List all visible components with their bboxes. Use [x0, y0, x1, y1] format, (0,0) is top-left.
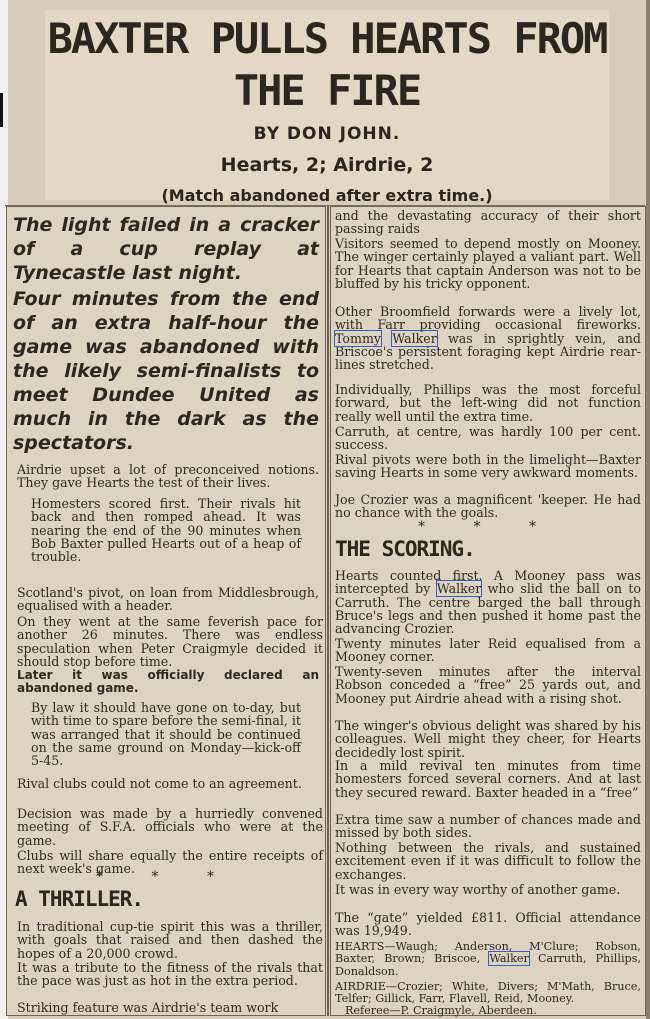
highlighted-name[interactable]: Walker	[489, 952, 529, 966]
paragraph: Striking feature was Airdrie's team work	[17, 1000, 279, 1015]
paragraph: Twenty minutes later Reid equalised from a Mooney corner.	[335, 636, 641, 665]
paragraph: In a mild revival ten minutes from time homesters forced several corners. And at last they secured reward. Baxter headed in a “free”	[335, 758, 641, 800]
paragraph: Extra time saw a number of chances made and missed by both sides.	[335, 812, 641, 841]
highlighted-name[interactable]: Walker	[436, 581, 482, 597]
intro-paragraph-2: Four minutes from the end of an extra half-hour the game was abandoned with the likely semi-finalists to meet Dundee United as much in the dark as the spectators.	[13, 288, 319, 454]
text-run: Hearts counted first. A Mooney pass was intercepted by	[335, 568, 641, 597]
match-note: (Match abandoned after extra time.)	[161, 186, 493, 205]
paragraph: Visitors seemed to depend mostly on Mooney. The winger certainly played a valiant part. Well for Hearts that captain Anderson was not to be bluffed by his tricky opponent.	[335, 236, 641, 291]
paragraph: On they went at the same feverish pace for another 26 minutes. There was endless speculation when Peter Craigmyle decided it should stop before time.	[17, 614, 323, 669]
section-stars: * * *	[96, 869, 236, 885]
paragraph: Individually, Phillips was the most forceful forward, but the left-wing did not function really well until the extra time.	[335, 382, 641, 424]
paragraph: Decision was made by a hurriedly convened meeting of S.F.A. officials who were at the game.	[17, 806, 323, 848]
paragraph: Nothing between the rivals, and sustained excitement even if it was difficult to follow the exchanges.	[335, 840, 641, 882]
headline-line-2: THE FIRE	[233, 66, 421, 115]
text-run: Carruth, Phillips, Donaldson.	[335, 952, 642, 978]
paragraph: It was in every way worthy of another game.	[335, 882, 621, 897]
text-run: HEARTS—Waugh; Anderson, M'Clure; Robson, Baxter, Brown; Briscoe,	[335, 940, 641, 966]
text-run: who slid the ball on to Carruth. The centre barged the ball through Bruce's legs and then pushed it home past the advancing Crozier.	[335, 581, 641, 637]
paragraph	[335, 305, 641, 371]
section-heading: THE SCORING.	[335, 537, 475, 561]
text-run: Other Broomfield forwards were a lively lot, with Farr providing occasional fireworks.	[335, 304, 641, 333]
paragraph: The “gate” yielded £811. Official attendance was 19,949.	[335, 910, 641, 939]
paragraph: By law it should have gone on to-day, but with time to spare before the semi-final, it was arranged that it should be continued on the same ground on Monday—kick-off 5-45.	[31, 700, 301, 769]
paragraph: Rival clubs could not come to an agreement.	[17, 776, 302, 791]
headline-line-1: BAXTER PULLS HEARTS FROM	[47, 14, 607, 63]
column-rule	[327, 206, 329, 1016]
highlighted-name[interactable]: Walker	[392, 330, 437, 346]
paragraph: The winger's obvious delight was shared by his colleagues. Well might they cheer, for Hearts decidedly lost spirit.	[335, 718, 641, 760]
match-score: Hearts, 2; Airdrie, 2	[220, 154, 434, 176]
airdrie-lineup: AIRDRIE—Crozier; White, Divers; M'Math, Bruce, Telfer; Gillick, Farr, Flavell, Reid, Mooney.	[335, 980, 641, 1006]
paragraph: Carruth, at centre, was hardly 100 per cent. success.	[335, 424, 641, 453]
hearts-lineup	[335, 941, 641, 978]
paragraph: and the devastating accuracy of their short passing raids	[335, 208, 641, 237]
paragraph: Twenty-seven minutes after the interval Robson conceded a “free” 25 yards out, and Mooney put Airdrie ahead with a rising shot.	[335, 664, 641, 706]
paragraph: Homesters scored first. Their rivals hit back and then romped ahead. It was nearing the end of the 90 minutes when Bob Baxter pulled Hearts out of a heap of trouble.	[31, 496, 301, 565]
referee-line: Referee—P. Craigmyle, Aberdeen.	[345, 1004, 537, 1017]
byline: BY DON JOHN.	[253, 124, 401, 144]
paragraph: Airdrie upset a lot of preconceived notions. They gave Hearts the test of their lives.	[17, 462, 319, 491]
section-stars: * * *	[418, 519, 558, 535]
section-heading: A THRILLER.	[15, 887, 144, 911]
left-column	[6, 206, 326, 1016]
right-column	[330, 206, 646, 1016]
highlighted-name[interactable]: Tommy	[335, 330, 382, 346]
paragraph: Scotland's pivot, on loan from Middlesbrough, equalised with a header.	[17, 585, 319, 614]
paragraph: It was a tribute to the fitness of the rivals that the pace was just as hot in the extra period.	[17, 960, 323, 989]
paragraph: Later it was officially declared an abandoned game.	[17, 668, 319, 696]
paragraph: Rival pivots were both in the limelight—Baxter saving Hearts in some very awkward moments.	[335, 452, 641, 481]
paragraph	[335, 569, 641, 635]
intro-paragraph-1: The light failed in a cracker of a cup replay at Tynecastle last night.	[13, 214, 319, 284]
paragraph: In traditional cup-tie spirit this was a thriller, with goals that raised and then dashed the hopes of a 20,000 crowd.	[17, 919, 323, 961]
text-run: was in sprightly vein, and Briscoe's persistent foraging kept Airdrie rear-lines stretched.	[335, 330, 641, 373]
paragraph: Clubs will share equally the entire receipts of next week's game.	[17, 848, 323, 877]
headline-block	[45, 10, 609, 205]
margin-mark	[0, 93, 3, 127]
paragraph: Joe Crozier was a magnificent 'keeper. He had no chance with the goals.	[335, 492, 641, 521]
